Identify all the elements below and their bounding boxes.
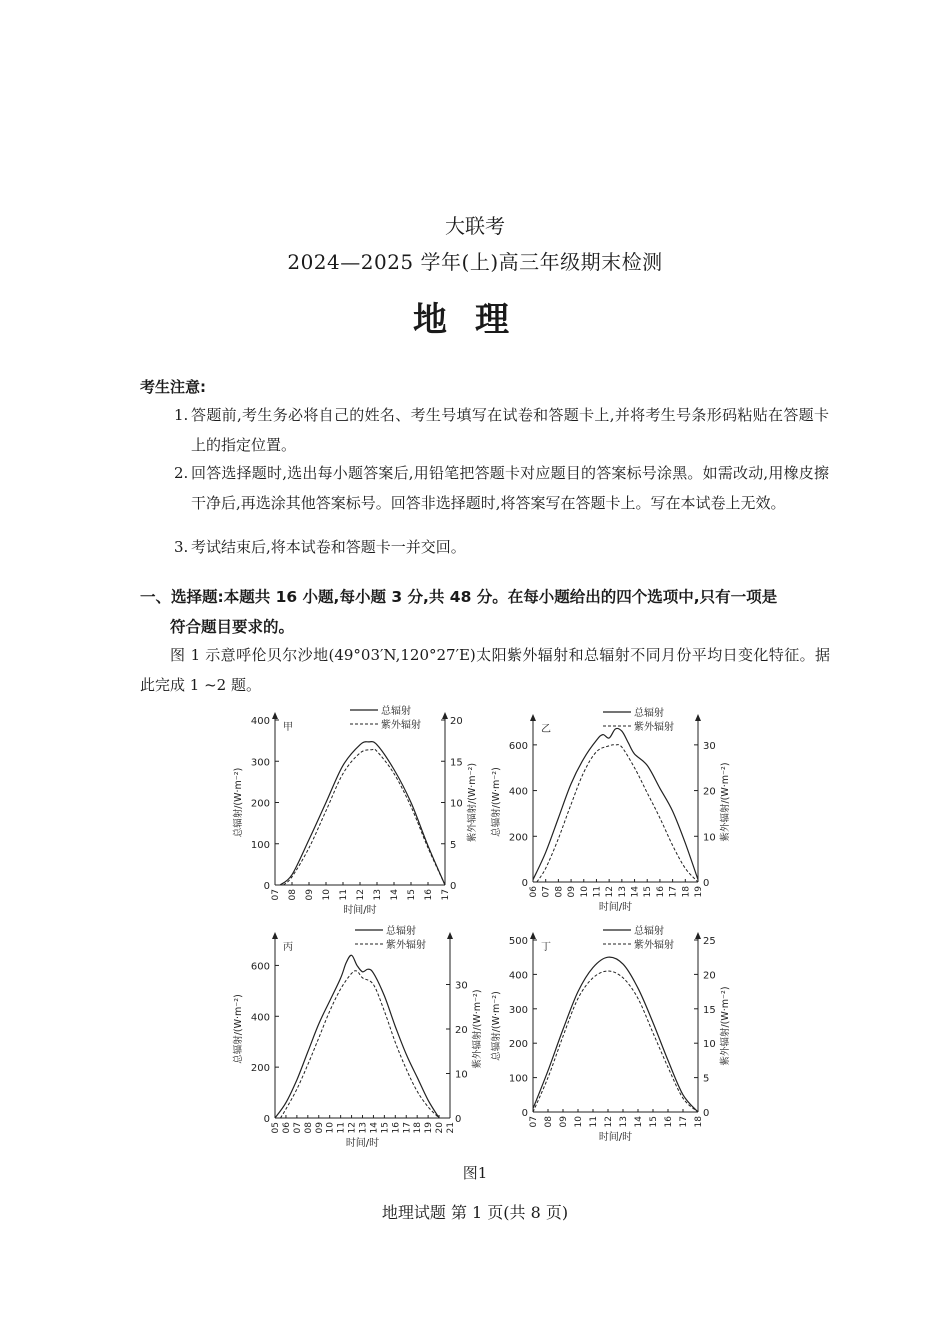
y-axis-arrow: [530, 714, 536, 721]
notice-item: [174, 400, 829, 460]
x-tick-label: 11: [589, 1116, 599, 1128]
panel-label: 丁: [541, 942, 551, 953]
x-tick-label: 18: [694, 1116, 704, 1128]
legend-uv-label: 紫外辐射: [634, 722, 674, 733]
legend-total-label: 总辐射: [634, 708, 664, 719]
y2-axis-arrow: [442, 712, 448, 719]
legend-uv-label: 紫外辐射: [386, 940, 426, 951]
y-tick-label: 400: [508, 970, 528, 982]
x-tick-label: 07: [529, 1116, 539, 1128]
y-tick-label: 200: [250, 798, 270, 810]
y2-tick-label: 0: [703, 878, 710, 889]
y2-axis-label: 紫外辐射/(W·m⁻²): [720, 986, 731, 1066]
x-tick-label: 09: [305, 889, 315, 901]
x-tick-label: 12: [605, 886, 616, 898]
y2-tick-label: 25: [703, 936, 716, 947]
y2-tick-label: 15: [703, 1004, 716, 1016]
notice-number: 1.: [174, 406, 189, 424]
x-tick-label: 15: [380, 1122, 391, 1134]
x-tick-label: 16: [391, 1122, 402, 1134]
x-tick-label: 16: [664, 1116, 674, 1128]
x-tick-label: 12: [347, 1122, 358, 1134]
y-tick-label: 200: [508, 832, 528, 844]
figure-caption: 图1: [462, 1164, 488, 1182]
series-line-total-radiation: [533, 728, 698, 879]
y2-axis-label: 紫外辐射/(W·m⁻²): [720, 762, 731, 842]
y-tick-label: 0: [263, 1114, 270, 1125]
notice-item: [174, 458, 829, 518]
chart-panel: [490, 706, 731, 913]
panel-label: 丙: [283, 942, 293, 953]
x-tick-label: 14: [369, 1122, 380, 1134]
y2-tick-label: 20: [703, 970, 716, 982]
y2-axis-label: 紫外辐射/(W·m⁻²): [472, 989, 483, 1069]
y2-tick-label: 10: [703, 832, 716, 844]
x-tick-label: 13: [373, 889, 383, 901]
x-tick-label: 15: [643, 886, 654, 898]
subject-title: 地理: [413, 300, 537, 340]
legend-total-label: 总辐射: [381, 706, 411, 717]
series-line-uv-radiation: [533, 971, 698, 1112]
y-tick-label: 300: [508, 1004, 528, 1016]
y-tick-label: 0: [263, 881, 270, 892]
y2-tick-label: 5: [450, 839, 457, 851]
panel-label: 甲: [283, 722, 293, 733]
x-tick-label: 15: [407, 889, 417, 901]
x-tick-label: 17: [402, 1122, 413, 1134]
chart-panel: [232, 924, 483, 1149]
x-tick-label: 09: [567, 886, 578, 898]
chart-panel: [490, 924, 731, 1143]
y2-axis-label: 紫外辐射/(W·m⁻²): [467, 762, 478, 843]
y-tick-label: 500: [508, 936, 528, 947]
y2-tick-label: 20: [450, 716, 463, 727]
notice-number: 3.: [174, 538, 189, 556]
notice-number: 2.: [174, 464, 189, 482]
x-tick-label: 11: [339, 889, 349, 901]
brand-title: 大联考: [445, 214, 505, 238]
panel-label: 乙: [541, 724, 551, 735]
x-tick-label: 07: [292, 1122, 303, 1134]
x-tick-label: 13: [617, 886, 628, 898]
x-tick-label: 19: [424, 1122, 435, 1134]
y-tick-label: 0: [521, 1108, 528, 1119]
y2-axis-arrow: [695, 714, 701, 721]
x-tick-label: 14: [390, 889, 400, 901]
x-axis-label: 时间/时: [345, 1138, 380, 1149]
y-axis-label: 总辐射/(W·m⁻²): [233, 994, 244, 1064]
y2-tick-label: 30: [703, 740, 716, 752]
section-heading: [140, 582, 830, 642]
y-axis-arrow: [530, 932, 536, 939]
y-tick-label: 200: [250, 1063, 270, 1075]
page-footer: 地理试题 第 1 页(共 8 页): [381, 1203, 569, 1222]
x-tick-label: 08: [303, 1122, 314, 1134]
y-tick-label: 400: [508, 786, 528, 798]
x-tick-label: 21: [446, 1122, 456, 1134]
series-line-uv-radiation: [284, 749, 446, 885]
series-line-total-radiation: [275, 955, 439, 1118]
x-tick-label: 08: [288, 889, 298, 901]
y-tick-label: 300: [250, 757, 270, 769]
x-tick-label: 17: [668, 886, 679, 898]
y2-tick-label: 20: [703, 786, 716, 798]
notice-heading: 考生注意:: [140, 378, 206, 396]
x-tick-label: 10: [574, 1116, 584, 1128]
series-line-total-radiation: [533, 957, 698, 1112]
legend-total-label: 总辐射: [386, 926, 416, 937]
x-tick-label: 08: [554, 886, 565, 898]
series-line-uv-radiation: [281, 971, 440, 1118]
y2-tick-label: 10: [450, 798, 463, 810]
y-tick-label: 600: [250, 961, 270, 973]
y-tick-label: 600: [508, 740, 528, 752]
x-tick-label: 08: [544, 1116, 554, 1128]
x-tick-label: 09: [559, 1116, 569, 1128]
x-tick-label: 07: [271, 889, 281, 901]
y-tick-label: 400: [250, 716, 270, 727]
y2-tick-label: 30: [455, 980, 468, 992]
x-tick-label: 15: [649, 1116, 659, 1128]
figure-1-charts: [230, 700, 731, 1160]
y2-tick-label: 0: [703, 1108, 710, 1119]
y-axis-label: 总辐射/(W·m⁻²): [491, 991, 502, 1061]
y2-axis-arrow: [447, 932, 453, 939]
x-tick-label: 10: [579, 886, 590, 898]
x-tick-label: 06: [281, 1122, 292, 1134]
x-tick-label: 06: [529, 886, 539, 898]
y2-tick-label: 15: [450, 757, 463, 769]
y2-axis-arrow: [695, 932, 701, 939]
y-tick-label: 400: [250, 1012, 270, 1024]
x-tick-label: 13: [619, 1116, 629, 1128]
y2-tick-label: 0: [455, 1114, 462, 1125]
y-axis-label: 总辐射/(W·m⁻²): [491, 767, 502, 837]
x-tick-label: 17: [441, 889, 451, 901]
y2-tick-label: 10: [455, 1069, 468, 1081]
x-tick-label: 11: [592, 886, 603, 898]
x-tick-label: 16: [424, 889, 434, 901]
x-tick-label: 14: [634, 1116, 644, 1128]
x-tick-label: 16: [655, 886, 666, 898]
x-tick-label: 05: [271, 1122, 281, 1134]
chart-panel: [232, 704, 478, 916]
exam-title: 2024—2025 学年(上)高三年级期末检测: [287, 250, 663, 274]
y-axis-arrow: [272, 932, 278, 939]
x-tick-label: 20: [435, 1122, 446, 1134]
notice-text: 答题前,考生务必将自己的姓名、考生号填写在试卷和答题卡上,并将考生号条形码粘贴在答题卡上的指定位置。: [191, 406, 829, 454]
x-axis-label: 时间/时: [598, 1132, 633, 1143]
legend-total-label: 总辐射: [634, 926, 664, 937]
x-tick-label: 10: [322, 889, 332, 901]
section-heading-line2: 符合题目要求的。: [170, 618, 295, 636]
x-tick-label: 13: [358, 1122, 369, 1134]
notice-text: 考试结束后,将本试卷和答题卡一并交回。: [191, 538, 466, 556]
x-tick-label: 11: [336, 1122, 347, 1134]
x-tick-label: 14: [630, 886, 641, 898]
notice-item: [174, 532, 829, 562]
x-axis-label: 时间/时: [598, 902, 633, 913]
y-tick-label: 200: [508, 1039, 528, 1051]
y2-tick-label: 5: [703, 1073, 710, 1085]
legend-uv-label: 紫外辐射: [634, 940, 674, 951]
x-tick-label: 18: [681, 886, 692, 898]
y-tick-label: 100: [508, 1073, 528, 1085]
x-tick-label: 12: [604, 1116, 614, 1128]
section-heading-line1: 一、选择题:本题共 16 小题,每小题 3 分,共 48 分。在每小题给出的四个选项中,只有一项是: [140, 588, 778, 606]
y-axis-label: 总辐射/(W·m⁻²): [233, 767, 244, 838]
x-axis-label: 时间/时: [343, 905, 377, 916]
legend-uv-label: 紫外辐射: [381, 720, 421, 731]
y2-tick-label: 0: [450, 881, 457, 892]
x-tick-label: 10: [325, 1122, 336, 1134]
series-line-total-radiation: [280, 742, 445, 885]
y-tick-label: 0: [521, 878, 528, 889]
notice-text: 回答选择题时,选出每小题答案后,用铅笔把答题卡对应题目的答案标号涂黑。如需改动,用橡皮擦干净后,再选涂其他答案标号。回答非选择题时,将答案写在答题卡上。写在本试卷上无效。: [191, 464, 829, 512]
x-tick-label: 19: [694, 886, 704, 898]
x-tick-label: 07: [541, 886, 552, 898]
x-tick-label: 09: [314, 1122, 325, 1134]
y-tick-label: 100: [250, 839, 270, 851]
x-tick-label: 18: [413, 1122, 424, 1134]
x-tick-label: 12: [356, 889, 366, 901]
y2-tick-label: 10: [703, 1039, 716, 1051]
question-intro: 图 1 示意呼伦贝尔沙地(49°03′N,120°27′E)太阳紫外辐射和总辐射不同月份平均日变化特征。据此完成 1 ~2 题。: [140, 646, 830, 694]
x-tick-label: 17: [679, 1116, 689, 1128]
y-axis-arrow: [272, 712, 278, 719]
y2-tick-label: 20: [455, 1025, 468, 1036]
